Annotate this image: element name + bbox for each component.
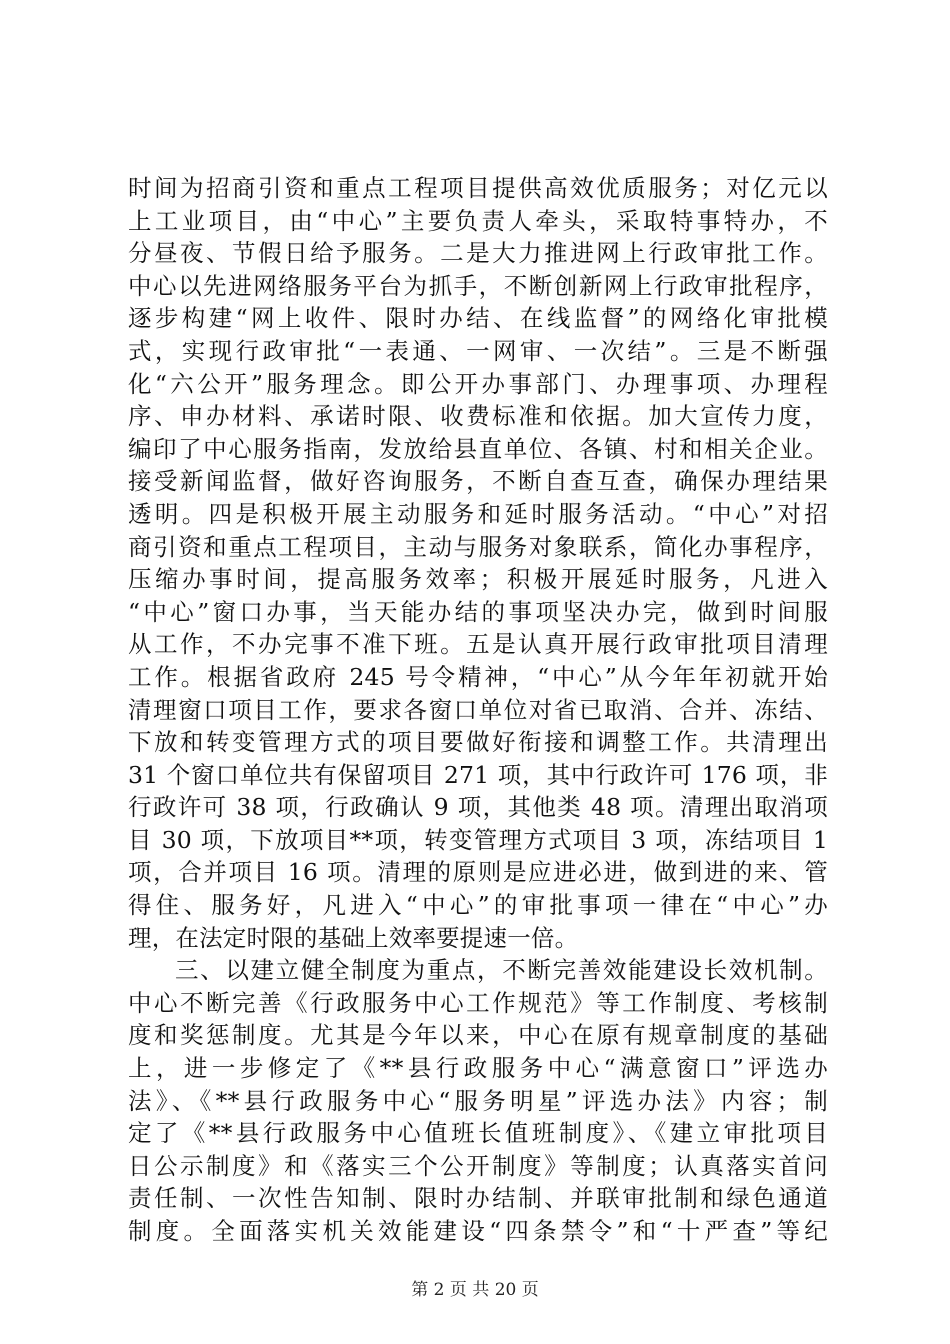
body-line: 编印了中心服务指南，发放给县直单位、各镇、村和相关企业。 [128,434,828,463]
body-line: 上，进一步修定了《**县行政服务中心“满意窗口”评选办 [128,1054,828,1083]
body-line: 化“六公开”服务理念。即公开办事部门、办理事项、办理程 [128,369,828,398]
body-line: 下放和转变管理方式的项目要做好衔接和调整工作。共清理出 [128,728,828,757]
body-line: 得住、服务好，凡进入“中心”的审批事项一律在“中心”办 [128,891,828,920]
body-line: 清理窗口项目工作，要求各窗口单位对省已取消、合并、冻结、 [128,695,828,724]
page-number-footer: 第 2 页 共 20 页 [411,1280,539,1300]
body-line: 日公示制度》和《落实三个公开制度》等制度；认真落实首问 [128,1151,828,1180]
body-line: 式，实现行政审批“一表通、一网审、一次结”。三是不断强 [128,336,828,365]
body-line: 制度。全面落实机关效能建设“四条禁令”和“十严查”等纪 [128,1217,828,1245]
body-line: 上工业项目，由“中心”主要负责人牵头，采取特事特办，不 [128,206,828,235]
body-line: 逐步构建“网上收件、限时办结、在线监督”的网络化审批模 [128,304,828,333]
body-line: 序、申办材料、承诺时限、收费标准和依据。加大宣传力度， [128,402,828,431]
body-line: 目 30 项，下放项目**项，转变管理方式项目 3 项，冻结项目 1 [128,825,828,854]
body-line: 工作。根据省政府 245 号令精神，“中心”从今年年初就开始 [128,662,828,691]
body-line: 责任制、一次性告知制、限时办结制、并联审批制和绿色通道 [128,1184,828,1213]
body-line: 项，合并项目 16 项。清理的原则是应进必进，做到进的来、管 [128,858,828,887]
body-line: “中心”窗口办事，当天能办结的事项坚决办完，做到时间服 [128,597,828,626]
body-line: 中心不断完善《行政服务中心工作规范》等工作制度、考核制 [128,988,828,1017]
body-line: 度和奖惩制度。尤其是今年以来，中心在原有规章制度的基础 [128,1021,828,1050]
section-heading-line: 三、以建立健全制度为重点，不断完善效能建设长效机制。 [175,956,828,985]
paragraph-end-line: 理，在法定时限的基础上效率要提速一倍。 [128,923,579,952]
body-line: 中心以先进网络服务平台为抓手，不断创新网上行政审批程序， [128,271,828,300]
body-line: 压缩办事时间，提高服务效率；积极开展延时服务，凡进入 [128,565,828,594]
body-line: 从工作，不办完事不准下班。五是认真开展行政审批项目清理 [128,630,828,659]
body-line: 透明。四是积极开展主动服务和延时服务活动。“中心”对招 [128,499,828,528]
body-line: 行政许可 38 项，行政确认 9 项，其他类 48 项。清理出取消项 [128,793,828,822]
body-line: 法》、《**县行政服务中心“服务明星”评选办法》内容；制 [128,1086,828,1115]
body-line: 31 个窗口单位共有保留项目 271 项，其中行政许可 176 项，非 [128,760,828,789]
body-line: 分昼夜、节假日给予服务。二是大力推进网上行政审批工作。 [128,239,828,268]
body-line: 商引资和重点工程项目，主动与服务对象联系，简化办事程序， [128,532,828,561]
body-line: 接受新闻监督，做好咨询服务，不断自查互查，确保办理结果 [128,467,828,496]
body-line: 定了《**县行政服务中心值班长值班制度》、《建立审批项目 [128,1119,828,1148]
document-body [128,172,828,1248]
body-line: 时间为招商引资和重点工程项目提供高效优质服务；对亿元以 [128,174,828,202]
